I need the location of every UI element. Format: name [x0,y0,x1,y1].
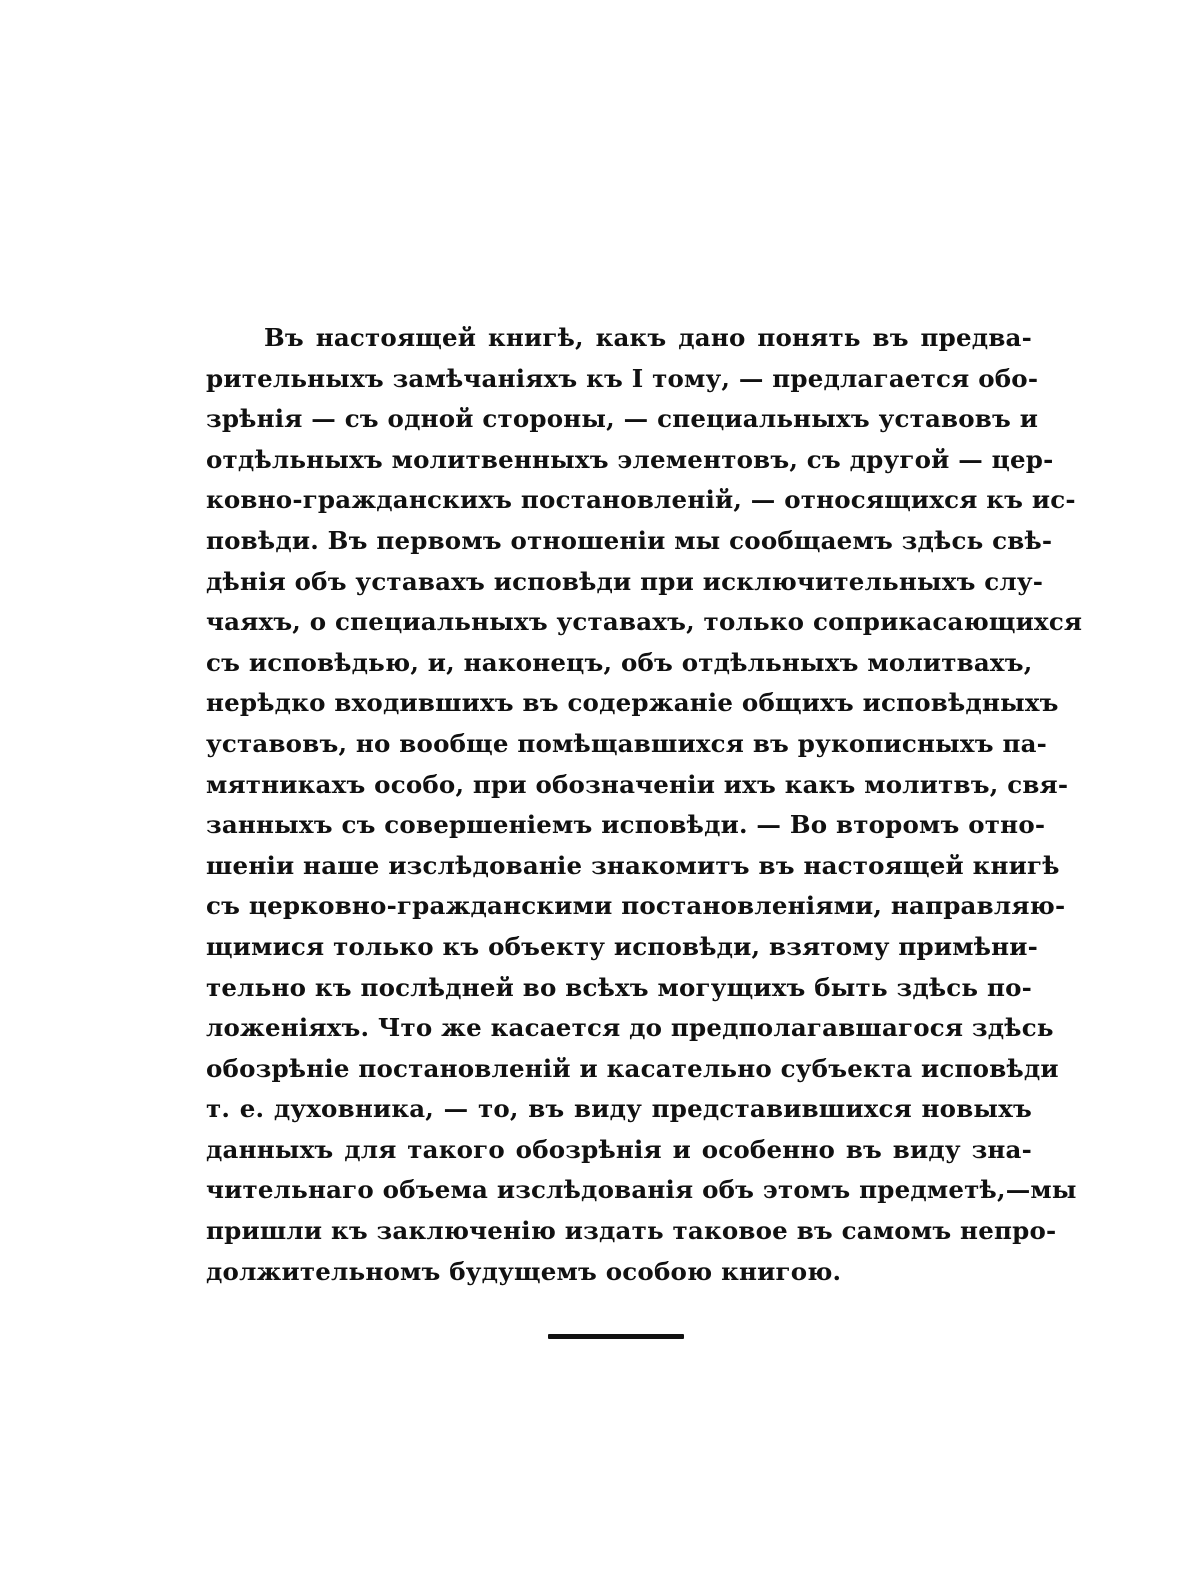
text-line: шеніи наше изслѣдованіе знакомитъ въ настоящей книгѣ [206,850,1060,880]
text-line: уставовъ, но вообще помѣщавшихся въ рукописныхъ па- [206,728,1048,758]
text-line: чаяхъ, о специальныхъ уставахъ, только соприкасающихся [206,607,1083,637]
text-line: должительномъ будущемъ особою книгою. [206,1256,842,1286]
text-line: нерѣдко входившихъ въ содержаніе общихъ исповѣдныхъ [206,688,1059,718]
text-line: обозрѣніе постановленій и касательно субъекта исповѣди [206,1053,1059,1083]
text-line: мятникахъ особо, при обозначеніи ихъ какъ молитвъ, свя- [206,769,1069,799]
text-line: съ церковно-гражданскими постановленіями, направляю- [206,891,1066,921]
text-line: ложеніяхъ. Что же касается до предполагавшагося здѣсь [206,1013,1054,1043]
text-line: ковно-гражданскихъ постановленій, — относящихся къ ис- [206,485,1076,515]
section-end-rule [548,1334,684,1339]
text-line: тельно къ послѣдней во всѣхъ могущихъ быть здѣсь по- [206,972,1033,1002]
text-line: дѣнія объ уставахъ исповѣди при исключительныхъ слу- [206,566,1044,596]
text-line: пришли къ заключенію издать таковое въ самомъ непро- [206,1216,1057,1246]
text-line: съ исповѣдью, и, наконецъ, объ отдѣльныхъ молитвахъ, [206,647,1033,677]
text-line: отдѣльныхъ молитвенныхъ элементовъ, съ другой — цер- [206,444,1054,474]
text-line: занныхъ съ совершеніемъ исповѣди. — Во второмъ отно- [206,810,1046,840]
text-line: щимися только къ объекту исповѣди, взятому примѣни- [206,931,1039,961]
text-line: данныхъ для такого обозрѣнія и особенно въ виду зна- [206,1134,1032,1164]
text-line: Въ настоящей книгѣ, какъ дано понять въ предва- [264,323,1032,352]
body-paragraph [206,318,1083,1292]
text-line: рительныхъ замѣчаніяхъ къ I тому, — предлагается обо- [206,363,1039,393]
text-line: повѣди. Въ первомъ отношеніи мы сообщаемъ здѣсь свѣ- [206,525,1053,555]
text-line: т. е. духовника, — то, въ виду представившихся новыхъ [206,1094,1032,1124]
text-line: зрѣнія — съ одной стороны, — специальныхъ уставовъ и [206,404,1039,434]
text-line: чительнаго объема изслѣдованія объ этомъ предметѣ,—мы [206,1175,1077,1205]
